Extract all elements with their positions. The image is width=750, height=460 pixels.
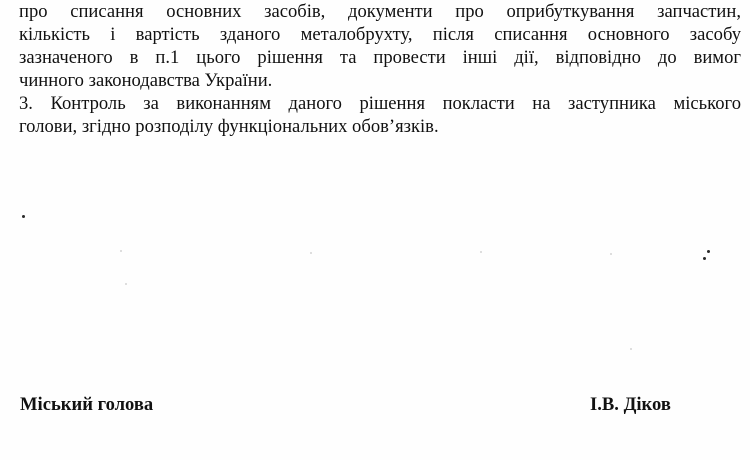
scan-speck xyxy=(610,253,612,255)
text-line: 3. Контроль за виконанням даного рішення покласти на заступника міського xyxy=(19,93,741,114)
scan-speck xyxy=(22,215,25,218)
document-body xyxy=(19,0,741,138)
scan-speck xyxy=(125,283,127,285)
text-line: про списання основних засобів, документи про оприбуткування запчастин, xyxy=(19,1,741,22)
scan-speck xyxy=(703,257,706,260)
scan-speck xyxy=(630,348,632,350)
signatory-name: І.В. Діков xyxy=(590,394,671,415)
scan-speck xyxy=(707,250,710,253)
paragraph-3 xyxy=(19,92,741,138)
scan-speck xyxy=(310,252,312,254)
scan-speck xyxy=(480,251,482,253)
scan-speck xyxy=(120,250,122,252)
text-line: зазначеного в п.1 цього рішення та провести інші дії, відповідно до вимог xyxy=(19,47,741,68)
paragraph-continued xyxy=(19,0,741,92)
text-line: голови, згідно розподілу функціональних обов’язків. xyxy=(19,116,439,137)
signatory-title: Міський голова xyxy=(20,394,154,415)
text-line: кількість і вартість зданого металобрухту, після списання основного засобу xyxy=(19,24,741,45)
text-line: чинного законодавства України. xyxy=(19,70,273,91)
